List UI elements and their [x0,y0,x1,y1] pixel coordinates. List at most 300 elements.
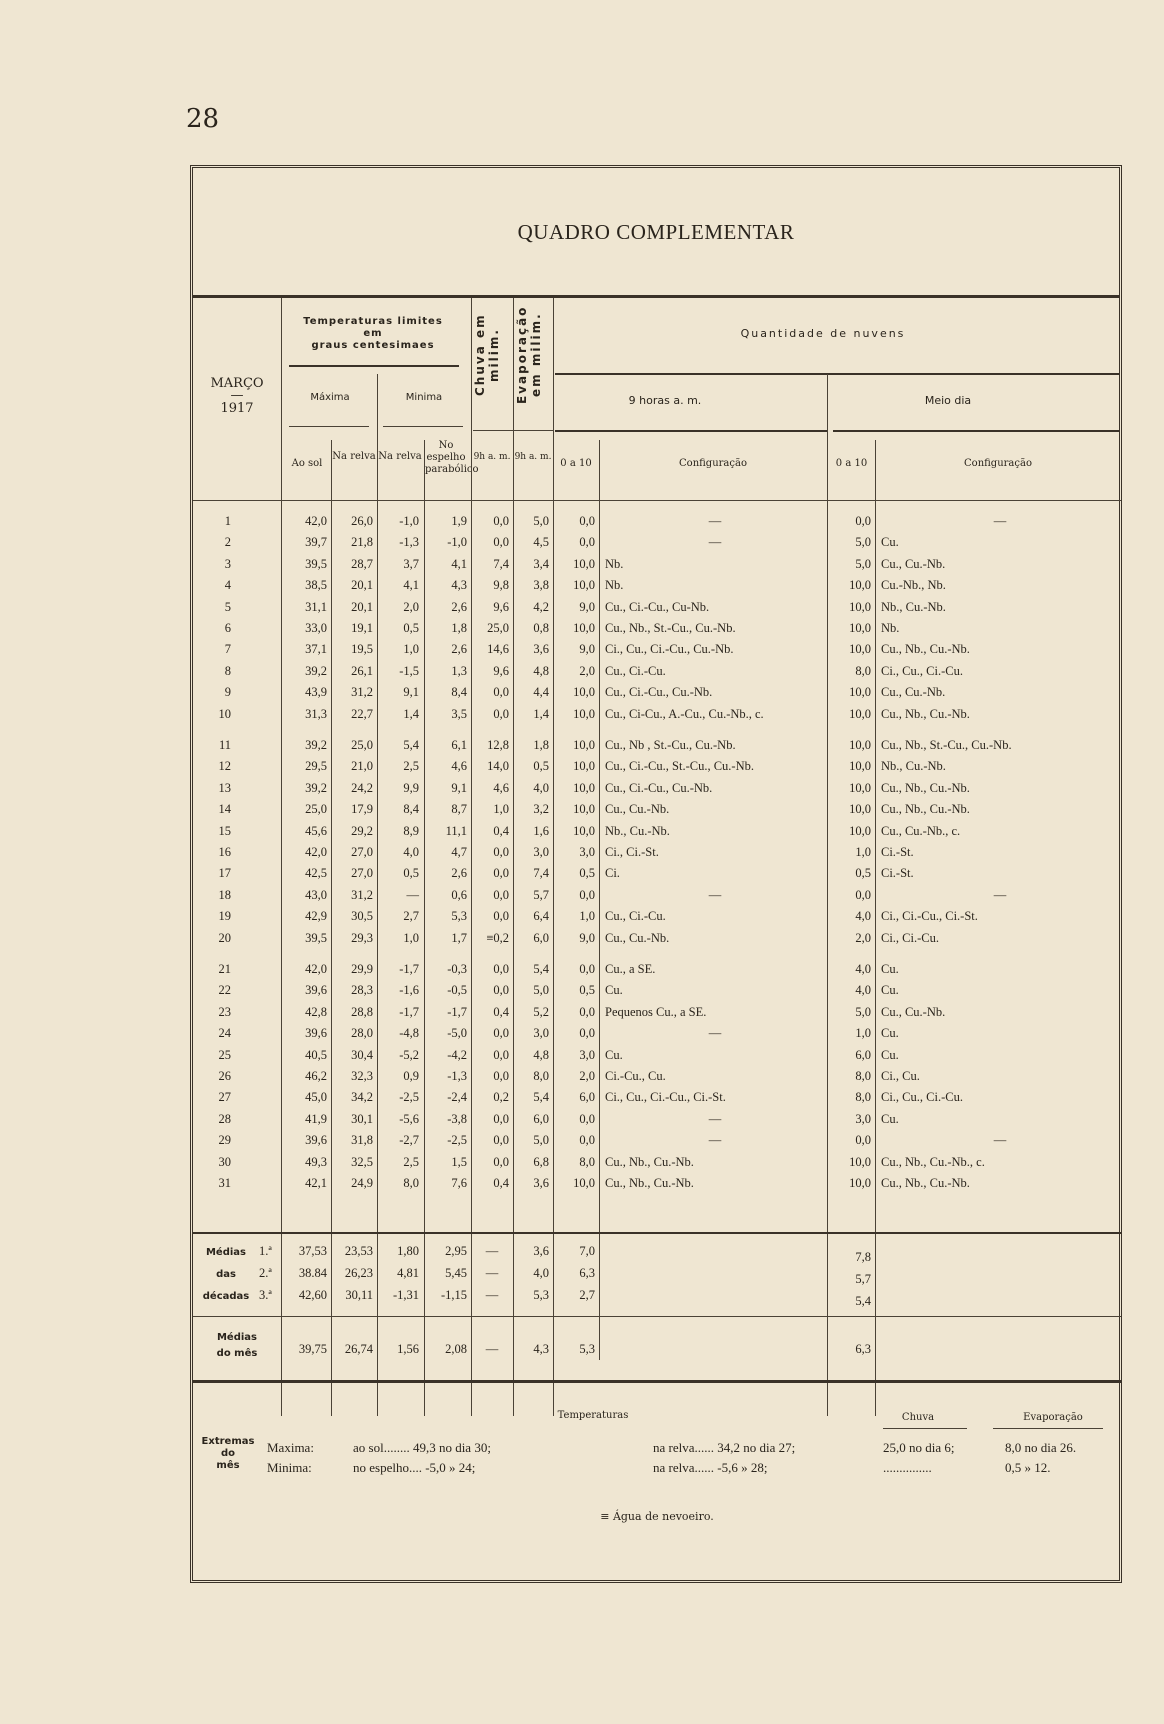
day-cell: 13 [218,780,231,795]
temp-min-espelho-cell: 1,3 [451,663,467,678]
day-cell: 17 [218,866,231,881]
chuva-min: ............... [883,1460,932,1475]
rule-meio-dia [833,430,1119,432]
nuvens-9h-cell: 10,0 [573,706,595,721]
nuvens-meio-dia-cell: 10,0 [849,642,871,657]
rule-medias-top [193,1232,1121,1234]
temp-max-sol-cell: 33,0 [305,621,327,635]
temp-max-sol-cell: 42,5 [305,866,327,881]
table-title: QUADRO COMPLEMENTAR [517,220,795,244]
media-mes-nuvens-9h-cell: 5,3 [579,1342,595,1356]
temp-min-espelho-cell: -0,5 [447,983,467,998]
media-nuvens-meio-dia-cell: 7,8 [855,1250,871,1264]
day-cell: 8 [224,663,231,678]
temp-min-relva-cell: 4,0 [403,845,419,859]
temp-max-relva-cell: 22,7 [351,706,373,721]
temp-max-sol-cell: 46,2 [305,1069,327,1083]
temp-max-sol-cell: 43,0 [305,887,327,902]
nuvens-9h-cell: 0,0 [579,535,595,550]
config-9h-cell: Cu., Nb., Cu.-Nb. [605,1176,694,1190]
chuva-cell: ≡0,2 [486,930,509,945]
temp-max-sol-cell: 40,5 [305,1047,327,1062]
temp-max-sol-cell: 39,2 [305,663,327,678]
medias-label1: Médias [205,1247,247,1258]
temp-min-relva-cell: 9,1 [403,685,419,700]
nuvens-9h-cell: 0,0 [579,1026,595,1041]
temp-min-relva-cell: 5,4 [403,738,419,752]
evaporacao-cell: 4,8 [533,1047,549,1062]
chuva-cell: 0,0 [493,1047,509,1062]
nuvens-9h-cell: 10,0 [573,685,595,700]
day-cell: 20 [218,930,231,945]
temp-max-relva-cell: 28,8 [351,1004,373,1019]
chuva-cell: 0,0 [493,514,509,528]
media-temp-max-sol-cell: 42,60 [298,1288,327,1302]
evaporacao-cell: 6,8 [533,1154,549,1169]
temp-max-relva-cell: 31,8 [351,1133,373,1148]
nuvens-header: Quantidade de nuvens [740,327,906,340]
evaporacao-cell: 8,0 [533,1069,549,1083]
temp-max-relva-cell: 32,3 [351,1069,373,1083]
media-mes-nuvens-meio-dia-cell: 6,3 [855,1342,871,1356]
temp-min-espelho-cell: 2,6 [451,599,467,614]
temp-max-relva-cell: 25,0 [351,738,373,752]
temp-min-relva-cell: 2,5 [403,1154,419,1169]
chuva-cell: 0,0 [493,1069,509,1083]
config-meio-dia-cell: Cu.-Nb., Nb. [881,578,946,593]
nuvens-meio-dia-cell: 10,0 [849,685,871,700]
temp-min-espelho-cell: -1,3 [447,1069,467,1083]
temp-min-espelho-cell: 8,4 [451,685,467,700]
temp-max-sol-cell: 39,2 [305,738,327,752]
nuvens-9h-cell: 9,0 [579,930,595,945]
temp-max-sol-cell: 39,2 [305,780,327,795]
temp-max-sol-cell: 41,9 [305,1111,327,1126]
config-9h-cell: Cu., Cu.-Nb. [605,802,670,817]
temp-min-espelho-cell: 8,7 [451,802,467,817]
evaporacao-cell: 3,2 [533,802,549,817]
nuvens-meio-dia-cell: 6,0 [855,1047,871,1062]
evaporacao-cell: 4,4 [533,685,549,700]
config-9h-cell: — [708,1026,722,1041]
nuvens-meio-dia-cell: 10,0 [849,706,871,721]
temp-min-relva-cell: 2,5 [403,759,419,774]
evaporacao-cell: 3,6 [533,642,549,657]
config2-header: Configuração [964,458,1032,469]
temp-max-relva-cell: 30,1 [351,1111,373,1126]
temp-min-relva-cell: 2,0 [403,599,419,614]
nuvens-9h-cell: 2,0 [579,1069,595,1083]
day-cell: 15 [218,823,231,838]
config-9h-cell: — [708,1111,722,1126]
config-9h-cell: Nb., Cu.-Nb. [605,823,670,838]
rule-evap-ext [993,1428,1103,1429]
media-mes-evaporacao-cell: 4,3 [533,1342,549,1356]
config-9h-cell: Cu., Ci.-Cu., Cu.-Nb. [605,780,713,795]
config-meio-dia-cell: — [993,1133,1007,1148]
month-name: MARÇO [210,376,264,391]
chuva-cell: 0,4 [493,1176,509,1190]
temp-min-relva-cell: 8,9 [403,823,419,838]
config-meio-dia-cell: Ci., Cu., Ci.-Cu. [881,663,963,678]
nuvens-meio-dia-cell: 10,0 [849,738,871,752]
extremas-label [193,1436,263,1472]
chuva-cell: 0,0 [493,866,509,881]
medias-label3: décadas [202,1291,250,1302]
temp-min-relva-cell: 1,0 [403,930,419,945]
temp-min-relva-cell: -2,7 [399,1133,419,1148]
config-meio-dia-cell: Ci., Cu., Ci.-Cu. [881,1090,963,1105]
temp-min-espelho-cell: 5,3 [451,909,467,924]
nuvens-9h-cell: 10,0 [573,621,595,635]
temp-max-relva-cell: 29,3 [351,930,373,945]
config-meio-dia-cell: Cu. [881,1026,899,1041]
day-cell: 2 [224,535,231,550]
config-9h-cell: Cu., a SE. [605,962,656,976]
media-temp-min-relva-cell: 4,81 [397,1266,419,1280]
evaporacao-cell: 3,6 [533,1176,549,1190]
temp-max-sol-cell: 39,5 [305,930,327,945]
temp-min-espelho-cell: -0,3 [447,962,467,976]
config-9h-cell: Ci., Cu., Ci.-Cu., Cu.-Nb. [605,642,734,657]
extremas-label1: Extremas [201,1436,255,1447]
chuva-cell: 0,0 [493,1154,509,1169]
media-mes-temp-min-relva-cell: 1,56 [397,1342,419,1356]
minima-label: Minima: [267,1460,312,1475]
temp-min-espelho-cell: 2,6 [451,642,467,657]
title-area [193,168,1119,298]
evaporacao-cell: 7,4 [533,866,549,881]
temp-max-sol-cell: 39,7 [305,535,327,550]
chuva-cell: 0,0 [493,909,509,924]
config-meio-dia-cell: Cu., Nb., St.-Cu., Cu.-Nb. [881,738,1012,752]
month-label [193,376,281,416]
config-9h-cell: Cu. [605,1047,623,1062]
footnote: ≡ Água de nevoeiro. [600,1510,714,1523]
media-decada-cell: 3.ª [259,1288,272,1302]
chuva-cell: 7,4 [493,556,509,571]
temp-max-sol-cell: 29,5 [305,759,327,774]
temp-min-espelho-cell: 4,7 [451,845,467,859]
config-9h-cell: — [708,887,722,902]
temp-min-relva-cell: -2,5 [399,1090,419,1105]
temp-min-espelho-cell: 4,1 [451,556,467,571]
rule-chuva-ext [883,1428,967,1429]
evaporacao-cell: 4,0 [533,780,549,795]
chuva-cell: 0,4 [493,1004,509,1019]
day-cell: 30 [218,1154,231,1169]
temp-max-relva-cell: 30,4 [351,1047,373,1062]
month-dash: — [230,388,244,403]
temp-min-relva-cell: 4,1 [403,578,419,593]
nuvens-meio-dia-cell: 4,0 [855,983,871,998]
temp-min-relva-cell: 0,9 [403,1069,419,1083]
temp-max-relva-cell: 28,0 [351,1026,373,1041]
config-meio-dia-cell: — [993,514,1007,528]
temp-min-relva-cell: 1,4 [403,706,419,721]
maxima-label: Maxima: [267,1440,314,1455]
evaporacao-cell: 6,0 [533,930,549,945]
nuvens-meio-dia-cell: 5,0 [855,535,871,550]
nuvens-meio-dia-cell: 8,0 [855,1069,871,1083]
evaporacao-cell: 1,8 [533,738,549,752]
config-meio-dia-cell: Ci., Ci.-Cu. [881,930,939,945]
media-evaporacao-cell: 5,3 [533,1288,549,1302]
config-meio-dia-cell: Cu., Nb., Cu.-Nb. [881,642,970,657]
media-temp-max-relva-cell: 30,11 [345,1288,373,1302]
nuvens-meio-dia-cell: 10,0 [849,599,871,614]
ao-sol-header: Ao sol [291,458,323,469]
config-9h-cell: Cu., Ci-Cu., A.-Cu., Cu.-Nb., c. [605,706,764,721]
config-meio-dia-cell: Cu. [881,1111,899,1126]
nuvens-meio-dia-cell: 1,0 [855,1026,871,1041]
media-mes-temp-max-relva-cell: 26,74 [344,1342,373,1356]
temp-max-sol-cell: 42,0 [305,514,327,528]
evaporacao-cell: 0,8 [533,621,549,635]
media-temp-min-relva-cell: -1,31 [392,1288,419,1302]
day-cell: 1 [224,514,231,528]
chuva-cell: 12,8 [487,738,509,752]
temp-max-sol-cell: 45,0 [305,1090,327,1105]
evap-min: 0,5 » 12. [1005,1460,1051,1475]
rule-extremas-top [193,1380,1121,1383]
temp-max-sol-cell: 31,3 [305,706,327,721]
chuva-cell: 4,6 [493,780,509,795]
nuvens-9h-cell: 0,0 [579,1133,595,1148]
temp-min-espelho-cell: 1,9 [451,514,467,528]
nuvens-9h-cell: 10,0 [573,802,595,817]
evaporacao-cell: 4,2 [533,599,549,614]
temp-min-espelho-cell: 9,1 [451,780,467,795]
day-cell: 24 [218,1026,231,1041]
day-cell: 10 [218,706,231,721]
nuvens-meio-dia-cell: 0,5 [855,866,871,881]
config-meio-dia-cell: Cu., Cu.-Nb., c. [881,823,961,838]
media-decada-cell: 2.ª [259,1266,272,1280]
temp-max-relva-cell: 24,9 [351,1176,373,1190]
config-meio-dia-cell: Nb., Cu.-Nb. [881,759,946,774]
temp-min-relva-cell: -5,6 [399,1111,419,1126]
temp-max-sol-cell: 39,6 [305,1026,327,1041]
config-9h-cell: Pequenos Cu., a SE. [605,1004,707,1019]
meio-dia-header: Meio dia [924,394,972,407]
temp-min-relva-cell: -5,2 [399,1047,419,1062]
temp-min-espelho-cell: -1,0 [447,535,467,550]
day-cell: 27 [218,1090,231,1105]
temp-group-line1: Temperaturas limites [303,316,443,327]
temp-max-sol-cell: 39,5 [305,556,327,571]
config-9h-cell: Ci., Cu., Ci.-Cu., Ci.-St. [605,1090,726,1105]
nuvens-9h-cell: 10,0 [573,556,595,571]
config-meio-dia-cell: Cu., Nb., Cu.-Nb., c. [881,1154,985,1169]
config-meio-dia-cell: Ci., Cu. [881,1069,920,1083]
extremas-label3: mês [216,1460,240,1471]
nuvens-9h-cell: 3,0 [579,845,595,859]
hora-chuva-header: 9h a. m. [473,452,511,462]
escala1-header: 0 a 10 [560,458,592,469]
temp-max-relva-cell: 30,5 [351,909,373,924]
config-meio-dia-cell: Cu., Nb., Cu.-Nb. [881,802,970,817]
nuvens-meio-dia-cell: 2,0 [855,930,871,945]
day-cell: 31 [218,1176,231,1190]
config-meio-dia-cell: Ci.-St. [881,845,914,859]
vline-espelho [471,298,472,1416]
maxima-header: Máxima [310,392,350,403]
temp-max-sol-cell: 25,0 [305,802,327,817]
config-9h-cell: Cu., Ci.-Cu. [605,909,666,924]
temp-max-sol-cell: 42,0 [305,845,327,859]
day-cell: 25 [218,1047,231,1062]
temp-max-relva-cell: 24,2 [351,780,373,795]
temp-extremas-header: Temperaturas [557,1410,629,1421]
page-number: 28 [186,104,220,134]
na-relva-header: Na relva [332,451,376,462]
medias-mes-label [193,1330,281,1362]
temp-max-sol-cell: 42,9 [305,909,327,924]
nuvens-9h-cell: 0,0 [579,1004,595,1019]
rule-temp [289,365,459,367]
config-meio-dia-cell: Ci., Ci.-Cu., Ci.-St. [881,909,978,924]
config-meio-dia-cell: Cu., Nb., Cu.-Nb. [881,706,970,721]
temp-min-espelho-cell: 2,6 [451,866,467,881]
temp-max-relva-cell: 29,9 [351,962,373,976]
temp-min-relva-cell: 2,7 [403,909,419,924]
temp-max-sol-cell: 43,9 [305,685,327,700]
day-cell: 22 [218,983,231,998]
temp-max-sol-cell: 37,1 [305,642,327,657]
temp-min-relva-cell: 0,5 [403,621,419,635]
rule-header-bottom [193,500,1121,501]
chuva-cell: 0,2 [493,1090,509,1105]
nuvens-meio-dia-cell: 4,0 [855,962,871,976]
temp-min-espelho-cell: 7,6 [451,1176,467,1190]
config-meio-dia-cell: Ci.-St. [881,866,914,881]
nuvens-meio-dia-cell: 10,0 [849,1176,871,1190]
temp-min-relva-cell: — [406,887,419,902]
media-temp-max-sol-cell: 38.84 [298,1266,327,1280]
config-9h-cell: Cu., Ci.-Cu., Cu.-Nb. [605,685,713,700]
temp-max-relva-cell: 34,2 [351,1090,373,1105]
evaporacao-cell: 5,0 [533,514,549,528]
day-cell: 5 [224,599,231,614]
medias-mes-label2: do mês [216,1348,258,1359]
temp-min-relva-cell: 8,4 [403,802,419,817]
nuvens-9h-cell: 9,0 [579,599,595,614]
temp-min-espelho-cell: 1,5 [451,1154,467,1169]
min-espelho: no espelho.... -5,0 » 24; [353,1460,476,1475]
media-evaporacao-cell: 4,0 [533,1266,549,1280]
media-temp-min-espelho-cell: 5,45 [445,1266,467,1280]
media-nuvens-meio-dia-cell: 5,7 [855,1272,871,1286]
media-temp-max-sol-cell: 37,53 [298,1244,327,1258]
espelho-header: No espelho parabólico [425,440,479,475]
temp-max-relva-cell: 26,0 [351,514,373,528]
temp-max-sol-cell: 38,5 [305,578,327,593]
config-9h-cell: Ci., Ci.-St. [605,845,659,859]
temp-max-relva-cell: 28,7 [351,556,373,571]
hora-evap-header: 9h a. m. [514,452,552,462]
nuvens-meio-dia-cell: 0,0 [855,514,871,528]
media-temp-min-espelho-cell: -1,15 [440,1288,467,1302]
media-nuvens-9h-cell: 7,0 [579,1244,595,1258]
day-cell: 21 [218,962,231,976]
temp-max-sol-cell: 39,6 [305,983,327,998]
day-cell: 29 [218,1133,231,1148]
temp-max-relva-cell: 19,5 [351,642,373,657]
config-meio-dia-cell: Cu. [881,1047,899,1062]
max-sol: ao sol........ 49,3 no dia 30; [353,1440,491,1455]
temp-max-relva-cell: 20,1 [351,578,373,593]
chuva-cell: 0,0 [493,1026,509,1041]
chuva-cell: 0,0 [493,983,509,998]
media-evaporacao-cell: 3,6 [533,1244,549,1258]
media-nuvens-9h-cell: 2,7 [579,1288,595,1302]
evaporacao-cell: 6,0 [533,1111,549,1126]
nuvens-9h-cell: 0,0 [579,962,595,976]
day-cell: 14 [218,802,231,817]
temp-max-relva-cell: 21,0 [351,759,373,774]
chuva-max: 25,0 no dia 6; [883,1440,955,1455]
nuvens-9h-cell: 9,0 [579,642,595,657]
rule-minima [383,426,463,427]
config-meio-dia-cell: Nb. [881,621,900,635]
day-cell: 4 [224,578,231,593]
nuvens-9h-cell: 0,0 [579,887,595,902]
config-9h-cell: Nb. [605,578,624,593]
nuvens-meio-dia-cell: 5,0 [855,1004,871,1019]
media-chuva-cell: — [485,1244,499,1258]
temp-max-relva-cell: 20,1 [351,599,373,614]
config-meio-dia-cell: Cu. [881,983,899,998]
config-9h-cell: — [708,514,722,528]
config-9h-cell: Ci.-Cu., Cu. [605,1069,666,1083]
config-9h-cell: — [708,535,722,550]
evaporacao-cell: 4,8 [533,663,549,678]
chuva-cell: 0,0 [493,1111,509,1126]
vline-escala1 [599,440,600,1360]
nuvens-9h-cell: 2,0 [579,663,595,678]
temp-min-relva-cell: -1,3 [399,535,419,550]
nuvens-9h-cell: 10,0 [573,1176,595,1190]
config-meio-dia-cell: Cu. [881,535,899,550]
temp-min-relva-cell: 3,7 [403,556,419,571]
nuvens-9h-cell: 10,0 [573,823,595,838]
media-temp-min-relva-cell: 1,80 [397,1244,419,1258]
temp-min-espelho-cell: 6,1 [451,738,467,752]
chuva-extremas-header: Chuva [901,1412,935,1423]
temp-max-relva-cell: 31,2 [351,685,373,700]
temp-max-relva-cell: 27,0 [351,845,373,859]
nuvens-meio-dia-cell: 4,0 [855,909,871,924]
temp-max-relva-cell: 21,8 [351,535,373,550]
nuvens-meio-dia-cell: 5,0 [855,556,871,571]
nuvens-9h-cell: 0,5 [579,983,595,998]
temp-min-espelho-cell: -2,5 [447,1133,467,1148]
medias-mes-label1: Médias [216,1332,258,1343]
temp-min-espelho-cell: -4,2 [447,1047,467,1062]
evaporacao-cell: 5,2 [533,1004,549,1019]
rule-nuvens [555,373,1119,375]
evaporacao-cell: 6,4 [533,909,549,924]
rule-9h [555,430,827,432]
day-cell: 23 [218,1004,231,1019]
nuvens-meio-dia-cell: 10,0 [849,823,871,838]
temp-min-espelho-cell: 4,3 [451,578,467,593]
temp-max-relva-cell: 26,1 [351,663,373,678]
na-relva-min-header: Na relva [378,451,422,462]
temp-min-relva-cell: 0,5 [403,866,419,881]
temp-max-sol-cell: 31,1 [305,599,327,614]
